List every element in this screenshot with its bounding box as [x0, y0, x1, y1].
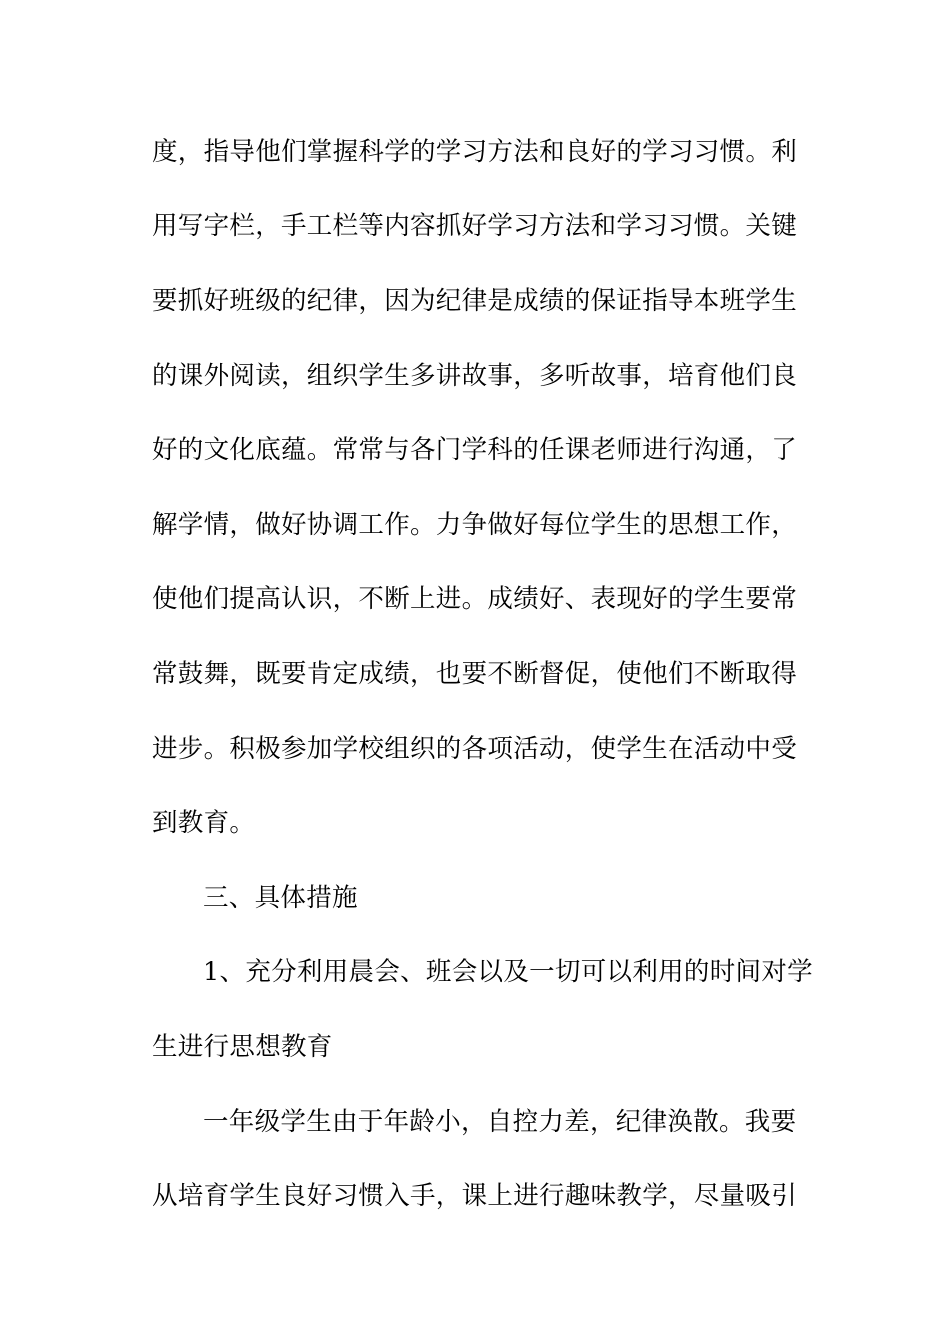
text-line: 好的文化底蕴。常常与各门学科的任课老师进行沟通，了 — [152, 435, 798, 465]
text-line: 解学情，做好协调工作。力争做好每位学生的思想工作， — [152, 510, 798, 540]
paragraph-start: 一年级学生由于年龄小，自控力差，纪律涣散。我要 — [203, 1107, 797, 1137]
text-line: 使他们提高认识，不断上进。成绩好、表现好的学生要常 — [152, 584, 798, 614]
text-line: 的课外阅读，组织学生多讲故事，多听故事，培育他们良 — [152, 361, 798, 391]
text-line: 常鼓舞，既要肯定成绩，也要不断督促，使他们不断取得 — [152, 659, 798, 689]
numbered-item: 1、充分利用晨会、班会以及一切可以利用的时间对学 — [203, 957, 813, 987]
section-heading: 三、具体措施 — [203, 883, 358, 913]
text-line: 度，指导他们掌握科学的学习方法和良好的学习习惯。利 — [152, 137, 798, 167]
text-line: 生进行思想教育 — [152, 1032, 333, 1062]
text-line: 到教育。 — [152, 808, 256, 838]
text-line: 要抓好班级的纪律，因为纪律是成绩的保证指导本班学生 — [152, 286, 798, 316]
text-line: 从培育学生良好习惯入手，课上进行趣味教学，尽量吸引 — [152, 1181, 798, 1211]
text-line: 用写字栏，手工栏等内容抓好学习方法和学习习惯。关键 — [152, 211, 798, 241]
text-line: 进步。积极参加学校组织的各项活动，使学生在活动中受 — [152, 734, 798, 764]
